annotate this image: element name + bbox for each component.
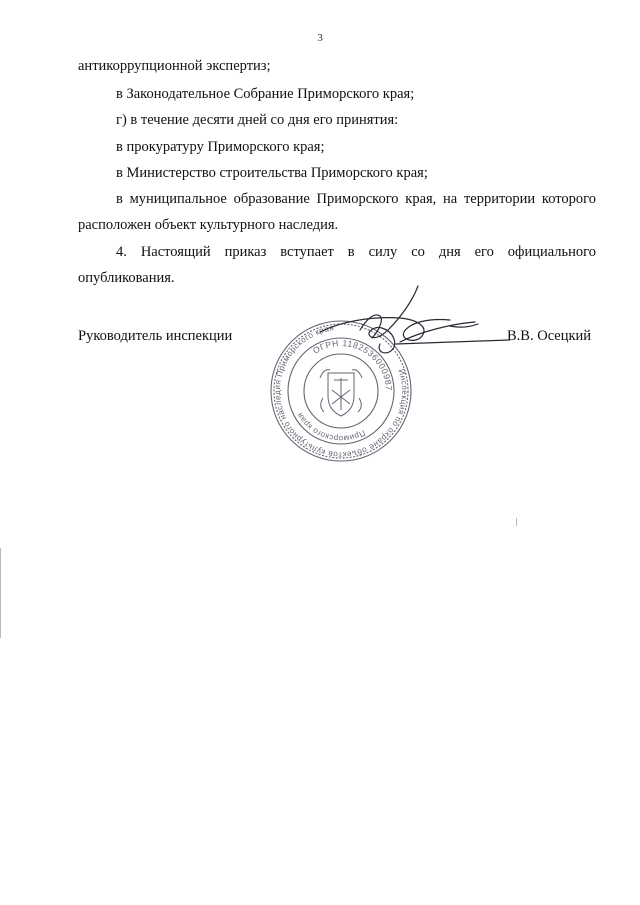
signer-name: В.В. Осецкий [507, 328, 592, 344]
handwritten-signature [300, 282, 515, 372]
text-line-3: г) в течение десяти дней со дня его принятия: [116, 112, 399, 128]
text-line-1: антикоррупционной экспертиз; [78, 58, 271, 74]
stamp-outer-text: Инспекция по охране объектов культурного наследия Приморского края [272, 323, 410, 460]
text-line-4: в прокуратуру Приморского края; [116, 139, 325, 155]
page-number: 3 [317, 32, 323, 44]
stamp-registration-text: ОГРН 1182536000987 [311, 337, 395, 392]
text-line-7: расположен объект культурного наследия. [78, 217, 339, 233]
stamp-emblem-icon [320, 370, 362, 416]
text-line-8: 4. Настоящий приказ вступает в силу со дня его официального [116, 244, 596, 260]
text-line-9: опубликования. [78, 270, 175, 286]
scan-edge-mark [0, 548, 1, 638]
text-line-6: в муниципальное образование Приморского края, на территории которого [116, 191, 596, 207]
text-line-2: в Законодательное Собрание Приморского края; [116, 86, 415, 102]
stamp-inner-text: Приморского края [295, 411, 367, 444]
scan-speck [516, 518, 517, 526]
signer-position: Руководитель инспекции [78, 328, 233, 344]
text-line-5: в Министерство строительства Приморского края; [116, 165, 428, 181]
